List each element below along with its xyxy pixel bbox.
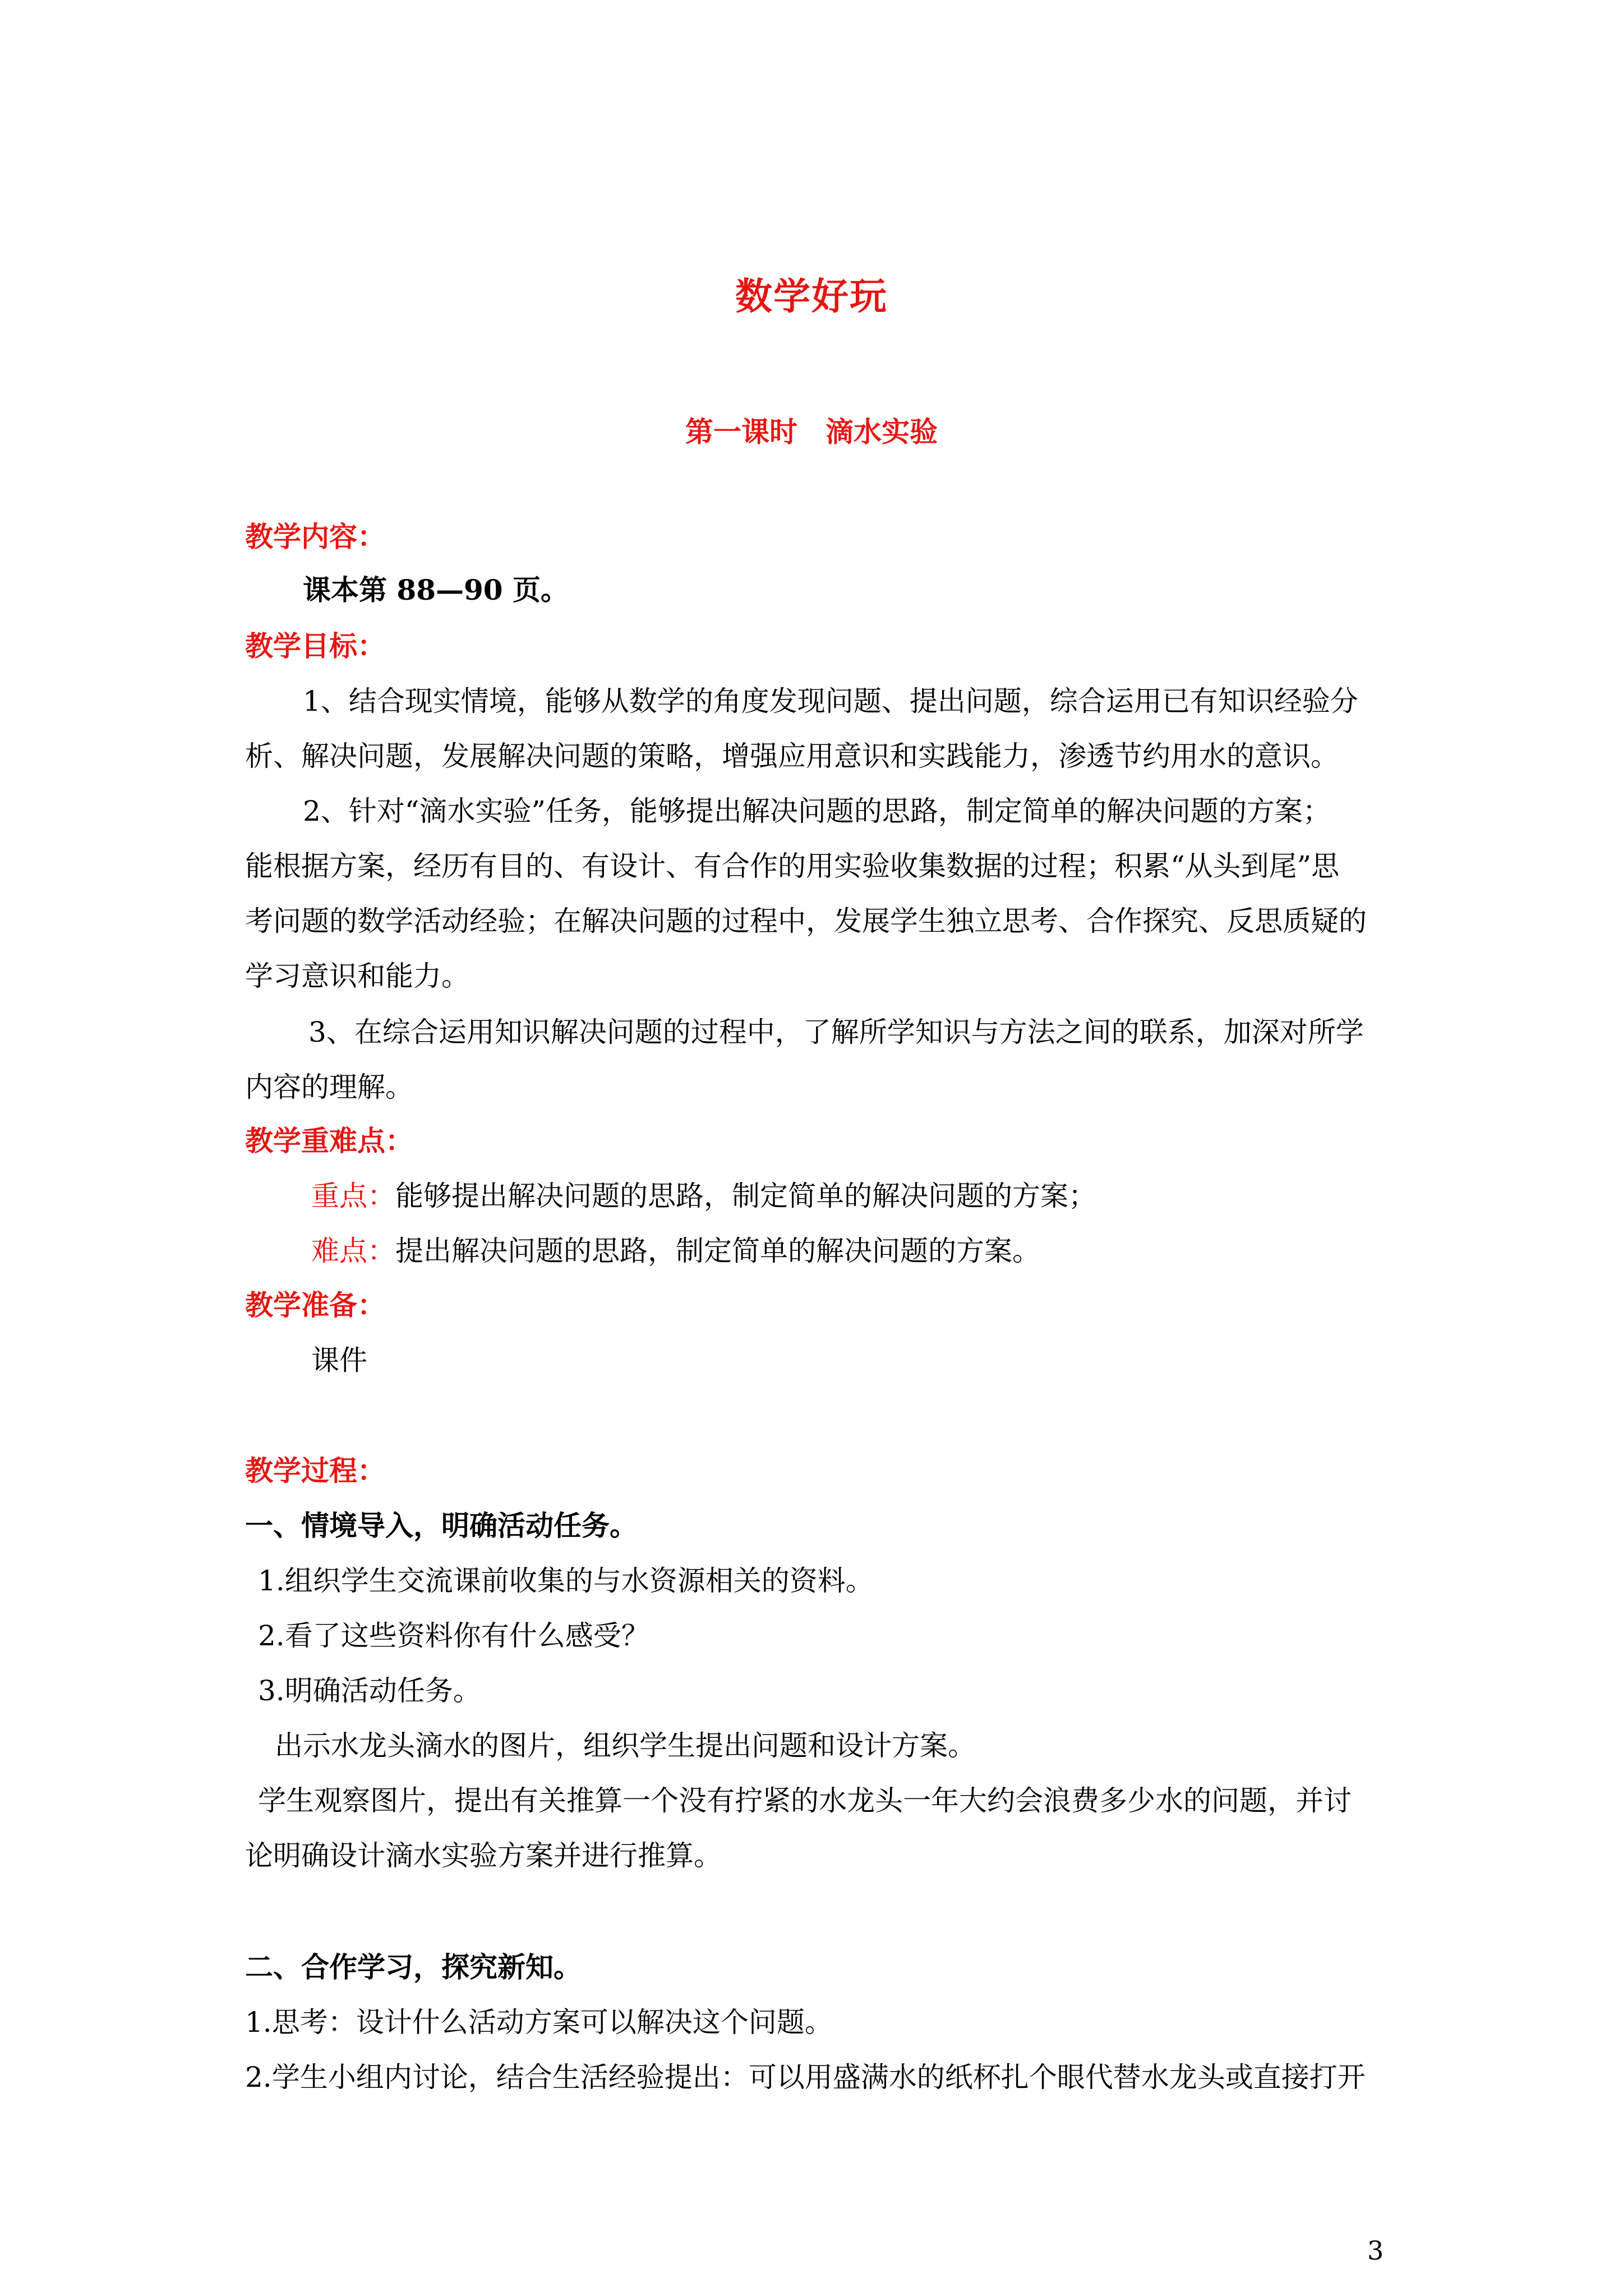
goal2-line4: 学习意识和能力。 xyxy=(245,960,469,992)
difficult-point-text: 提出解决问题的思路，制定简单的解决问题的方案。 xyxy=(395,1235,1040,1267)
lesson-subtitle: 第一课时 滴水实验 xyxy=(685,415,938,448)
goal2-line3: 考问题的数学活动经验；在解决问题的过程中，发展学生独立思考、合作探究、反思质疑的 xyxy=(245,905,1367,937)
goal3-line1: 3、在综合运用知识解决问题的过程中，了解所学知识与方法之间的联系，加深对所学 xyxy=(308,1016,1364,1048)
part1-item3: 3.明确活动任务。 xyxy=(258,1674,481,1707)
goal2-line1: 2、针对“滴水实验”任务，能够提出解决问题的思路，制定简单的解决问题的方案； xyxy=(303,795,1331,827)
goals-heading: 教学目标： xyxy=(245,629,385,662)
part2-item2: 2.学生小组内讨论，结合生活经验提出：可以用盛满水的纸杯扎个眼代替水龙头或直接打开 xyxy=(245,2061,1366,2093)
part2-item1: 1.思考：设计什么活动方案可以解决这个问题。 xyxy=(245,2006,833,2039)
difficult-point-line xyxy=(311,1233,1040,1269)
part1-text1: 出示水龙头滴水的图片，组织学生提出问题和设计方案。 xyxy=(275,1729,976,1762)
preparation-heading: 教学准备： xyxy=(245,1289,385,1322)
document-title: 数学好玩 xyxy=(735,274,888,318)
content-text: 课本第 88—90 页。 xyxy=(303,573,569,606)
key-points-heading: 教学重难点： xyxy=(245,1124,413,1157)
part1-item1: 1.组织学生交流课前收集的与水资源相关的资料。 xyxy=(258,1565,874,1597)
part1-text2-line2: 论明确设计滴水实验方案并进行推算。 xyxy=(245,1839,722,1872)
difficult-point-label: 难点： xyxy=(311,1235,395,1267)
page-number: 3 xyxy=(1367,2235,1384,2266)
part1-heading: 一、情境导入，明确活动任务。 xyxy=(245,1509,638,1542)
goal1-line2: 析、解决问题，发展解决问题的策略，增强应用意识和实践能力，渗透节约用水的意识。 xyxy=(245,740,1339,772)
process-heading: 教学过程： xyxy=(245,1454,385,1487)
key-point-text: 能够提出解决问题的思路，制定简单的解决问题的方案； xyxy=(395,1180,1096,1212)
part1-item2: 2.看了这些资料你有什么感受？ xyxy=(258,1619,649,1652)
goal1-line1: 1、结合现实情境，能够从数学的角度发现问题、提出问题，综合运用已有知识经验分 xyxy=(303,685,1358,717)
preparation-text: 课件 xyxy=(311,1344,367,1377)
content-heading: 教学内容： xyxy=(245,520,385,553)
part2-heading: 二、合作学习，探究新知。 xyxy=(245,1950,582,1984)
key-point-line xyxy=(311,1178,1096,1214)
key-point-label: 重点： xyxy=(311,1180,395,1212)
goal3-line2: 内容的理解。 xyxy=(245,1071,413,1103)
part1-text2-line1: 学生观察图片，提出有关推算一个没有拧紧的水龙头一年大约会浪费多少水的问题，并讨 xyxy=(258,1784,1352,1817)
goal2-line2: 能根据方案，经历有目的、有设计、有合作的用实验收集数据的过程；积累“从头到尾”思 xyxy=(245,850,1340,882)
